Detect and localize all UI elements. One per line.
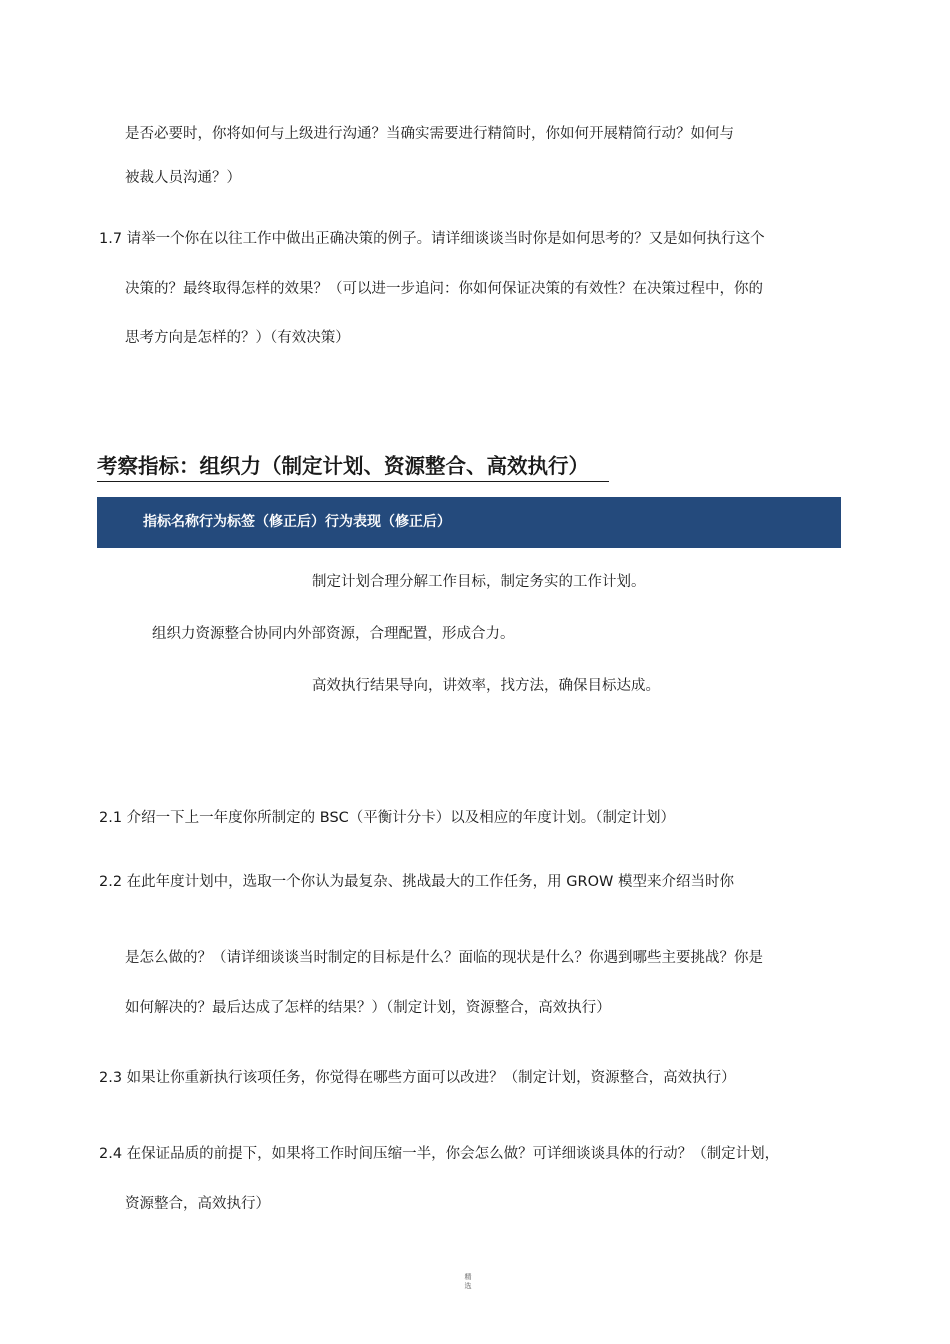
question-2-4-line-1: 2.4 在保证品质的前提下，如果将工作时间压缩一半，你会怎么做？可详细谈谈具体的行动？（制定计划，: [99, 1146, 780, 1162]
table-header-banner: [97, 497, 841, 548]
indicator-row-execution: 高效执行结果导向，讲效率，找方法，确保目标达成。: [312, 678, 660, 694]
question-1-7-line-3: 思考方向是怎样的？）（有效决策）: [125, 330, 350, 346]
intro-line-1: 是否必要时，你将如何与上级进行沟通？当确实需要进行精简时，你如何开展精简行动？如何与: [125, 126, 734, 142]
question-2-2-line-3: 如何解决的？最后达成了怎样的结果？）（制定计划，资源整合，高效执行）: [125, 1000, 611, 1016]
question-2-2-line-2: 是怎么做的？（请详细谈谈当时制定的目标是什么？面临的现状是什么？你遇到哪些主要挑战？你是: [125, 950, 763, 966]
table-header-text: 指标名称行为标签（修正后）行为表现（修正后）: [143, 514, 451, 530]
footer-mark: 精选: [464, 1273, 472, 1290]
question-2-1: 2.1 介绍一下上一年度你所制定的 BSC（平衡计分卡）以及相应的年度计划。（制定计划）: [99, 810, 676, 826]
section-heading: 考察指标：组织力（制定计划、资源整合、高效执行）: [97, 452, 609, 482]
question-2-4-line-2: 资源整合，高效执行）: [125, 1196, 270, 1212]
intro-line-2: 被裁人员沟通？）: [125, 170, 241, 186]
question-2-2-line-1: 2.2 在此年度计划中，选取一个你认为最复杂、挑战最大的工作任务，用 GROW 模型来介绍当时你: [99, 874, 734, 890]
question-1-7-line-1: 1.7 请举一个你在以往工作中做出正确决策的例子。请详细谈谈当时你是如何思考的？又是如何执行这个: [99, 231, 765, 247]
indicator-row-plan: 制定计划合理分解工作目标，制定务实的工作计划。: [312, 574, 646, 590]
question-1-7-line-2: 决策的？最终取得怎样的效果？（可以进一步追问：你如何保证决策的有效性？在决策过程中，你的: [125, 281, 763, 297]
question-2-3: 2.3 如果让你重新执行该项任务，你觉得在哪些方面可以改进？（制定计划，资源整合，高效执行）: [99, 1070, 736, 1086]
indicator-row-resource: 组织力资源整合协同内外部资源，合理配置，形成合力。: [152, 626, 515, 642]
